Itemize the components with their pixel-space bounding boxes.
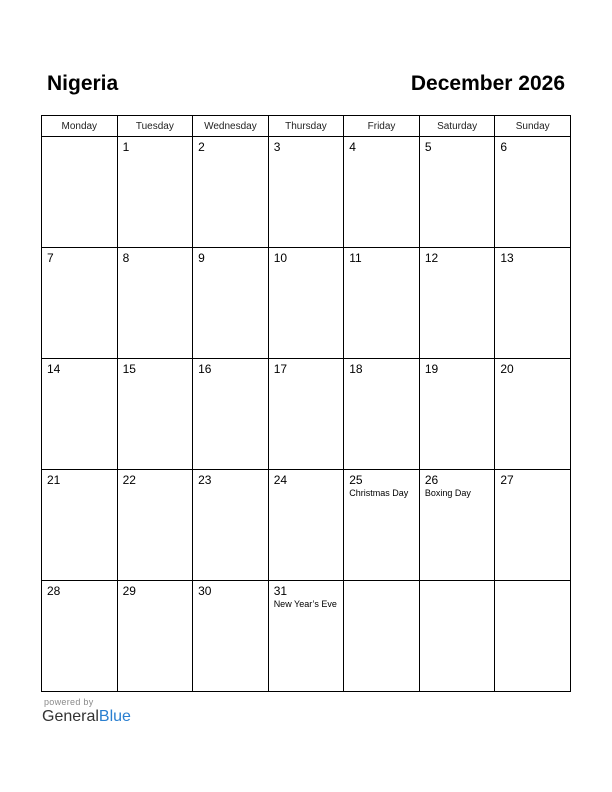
day-number: 27 bbox=[500, 473, 514, 487]
day-number: 18 bbox=[349, 362, 363, 376]
day-cell bbox=[268, 248, 344, 359]
holiday-label: Christmas Day bbox=[349, 488, 409, 498]
empty-day-cell bbox=[42, 137, 118, 248]
month-year-title: December 2026 bbox=[410, 72, 565, 95]
weekday-header: Monday bbox=[42, 116, 118, 137]
day-number: 22 bbox=[122, 473, 136, 487]
weekday-header: Friday bbox=[344, 116, 420, 137]
day-cell bbox=[42, 359, 118, 470]
day-cell bbox=[495, 470, 571, 581]
day-cell bbox=[344, 137, 420, 248]
day-number: 6 bbox=[500, 140, 508, 154]
day-cell bbox=[268, 470, 344, 581]
day-number: 8 bbox=[122, 251, 130, 265]
day-cell bbox=[344, 470, 420, 581]
holiday-label: Boxing Day bbox=[424, 488, 471, 498]
day-number: 17 bbox=[273, 362, 288, 376]
day-cell bbox=[419, 359, 495, 470]
day-number: 31 bbox=[273, 584, 288, 598]
day-number: 2 bbox=[198, 140, 205, 154]
weekday-header-row bbox=[42, 116, 571, 137]
day-number: 21 bbox=[47, 473, 61, 487]
day-cell bbox=[193, 581, 269, 692]
day-cell bbox=[419, 137, 495, 248]
day-cell bbox=[42, 470, 118, 581]
empty-day-cell bbox=[495, 581, 571, 692]
week-row bbox=[42, 470, 571, 581]
day-cell bbox=[42, 248, 118, 359]
calendar-grid bbox=[41, 115, 571, 692]
day-number: 26 bbox=[424, 473, 439, 487]
empty-day-cell bbox=[419, 581, 495, 692]
country-title: Nigeria bbox=[47, 72, 119, 95]
day-number: 16 bbox=[198, 362, 212, 376]
day-number: 23 bbox=[198, 473, 212, 487]
day-number: 1 bbox=[122, 140, 130, 154]
day-number: 20 bbox=[500, 362, 514, 376]
day-cell bbox=[193, 359, 269, 470]
empty-day-cell bbox=[344, 581, 420, 692]
day-number: 13 bbox=[500, 251, 514, 265]
day-cell bbox=[495, 248, 571, 359]
day-cell bbox=[419, 248, 495, 359]
day-cell bbox=[495, 359, 571, 470]
day-number: 10 bbox=[273, 251, 288, 265]
day-number: 9 bbox=[198, 251, 205, 265]
day-number: 24 bbox=[273, 473, 288, 487]
day-number: 28 bbox=[47, 584, 61, 598]
day-cell bbox=[117, 137, 193, 248]
day-number: 11 bbox=[349, 251, 362, 265]
day-cell bbox=[117, 248, 193, 359]
weekday-header: Tuesday bbox=[117, 116, 193, 137]
day-cell bbox=[344, 248, 420, 359]
day-cell bbox=[193, 137, 269, 248]
day-number: 25 bbox=[349, 473, 363, 487]
week-row bbox=[42, 359, 571, 470]
day-cell bbox=[193, 248, 269, 359]
day-cell bbox=[117, 581, 193, 692]
day-number: 14 bbox=[47, 362, 61, 376]
day-cell bbox=[419, 470, 495, 581]
day-number: 5 bbox=[424, 140, 432, 154]
week-row bbox=[42, 137, 571, 248]
day-number: 3 bbox=[273, 140, 281, 154]
day-cell bbox=[193, 470, 269, 581]
weekday-header: Sunday bbox=[495, 116, 571, 137]
day-number: 29 bbox=[122, 584, 136, 598]
day-cell bbox=[42, 581, 118, 692]
day-cell bbox=[268, 137, 344, 248]
day-cell bbox=[495, 137, 571, 248]
day-number: 30 bbox=[198, 584, 212, 598]
generalblue-logo[interactable] bbox=[42, 708, 131, 726]
day-cell bbox=[117, 359, 193, 470]
day-number: 4 bbox=[349, 140, 356, 154]
day-cell bbox=[268, 359, 344, 470]
weekday-header: Saturday bbox=[419, 116, 495, 137]
logo-general-text: General bbox=[42, 708, 99, 725]
day-number: 12 bbox=[424, 251, 439, 265]
day-cell bbox=[344, 359, 420, 470]
holiday-label: New Year’s Eve bbox=[273, 599, 337, 609]
day-number: 7 bbox=[47, 251, 54, 265]
weekday-header: Thursday bbox=[268, 116, 344, 137]
day-cell bbox=[117, 470, 193, 581]
day-number: 15 bbox=[122, 362, 136, 376]
logo-blue-text: Blue bbox=[98, 708, 131, 725]
week-row bbox=[42, 248, 571, 359]
weekday-header: Wednesday bbox=[193, 116, 269, 137]
powered-by-text: powered by bbox=[44, 697, 94, 707]
day-number: 19 bbox=[424, 362, 439, 376]
week-row bbox=[42, 581, 571, 692]
day-cell bbox=[268, 581, 344, 692]
